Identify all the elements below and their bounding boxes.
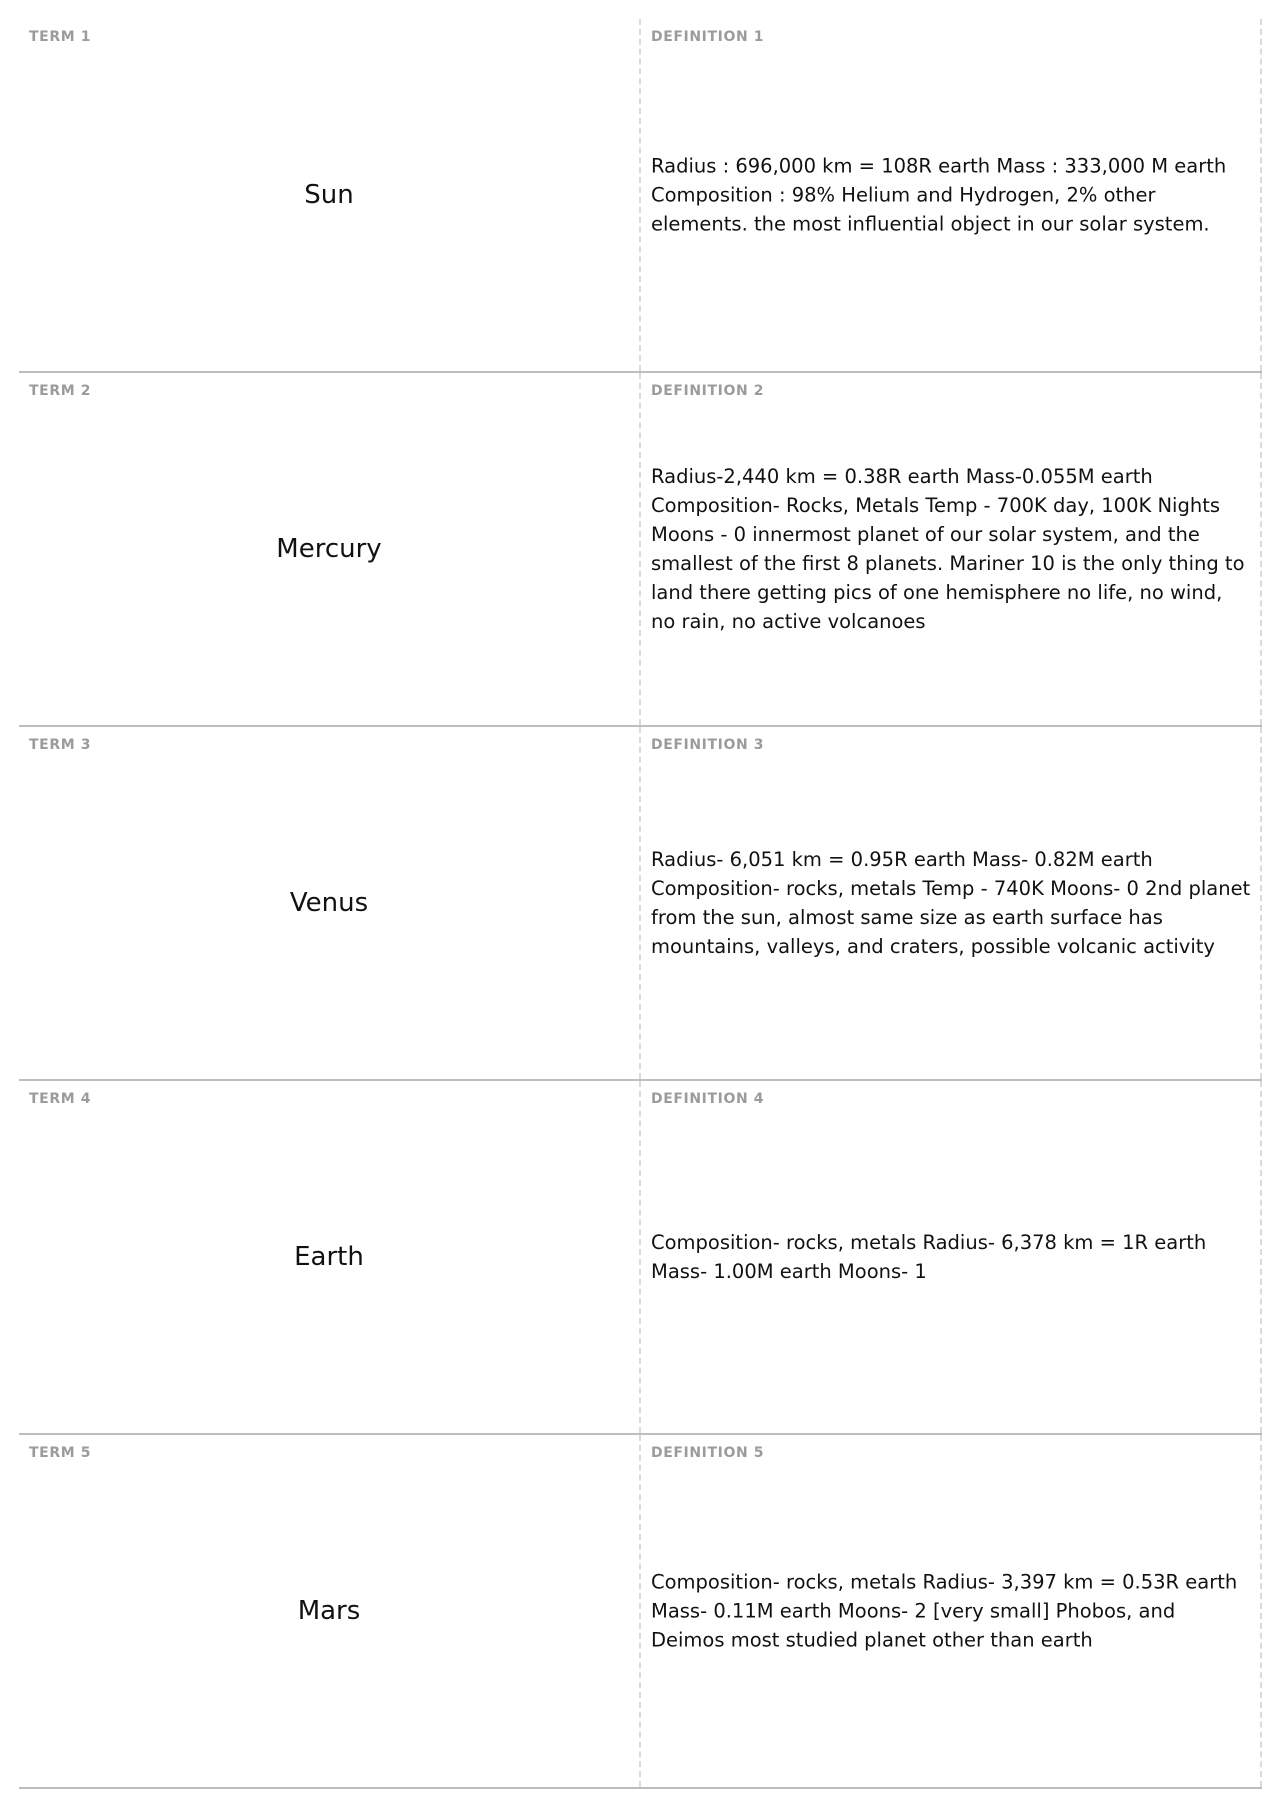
definition-label: DEFINITION 4	[651, 1091, 765, 1107]
term-cell	[19, 373, 641, 725]
flashcard-row	[19, 19, 1262, 373]
term-text: Sun	[304, 180, 354, 210]
cut-line	[1260, 373, 1262, 725]
term-text: Mercury	[276, 534, 382, 564]
term-label: TERM 4	[29, 1091, 92, 1107]
definition-cell	[641, 727, 1262, 1079]
definition-label: DEFINITION 2	[651, 383, 765, 399]
term-text: Earth	[294, 1242, 364, 1272]
definition-label: DEFINITION 1	[651, 29, 765, 45]
term-cell	[19, 1081, 641, 1433]
term-label: TERM 2	[29, 383, 92, 399]
cut-line	[1260, 1435, 1262, 1787]
definition-text: Composition- rocks, metals Radius- 3,397 km = 0.53R earth Mass- 0.11M earth Moons- 2 [very small] Phobos, and Deimos most studied planet other than earth	[651, 1570, 1238, 1652]
cut-line	[1260, 19, 1262, 371]
flashcard-sheet	[19, 19, 1262, 1789]
definition-cell	[641, 19, 1262, 371]
term-cell	[19, 1435, 641, 1787]
term-cell	[19, 727, 641, 1079]
flashcard-row	[19, 727, 1262, 1081]
definition-cell	[641, 1081, 1262, 1433]
cut-line	[1260, 1081, 1262, 1433]
definition-label: DEFINITION 3	[651, 737, 765, 753]
definition-text: Radius-2,440 km = 0.38R earth Mass-0.055M earth Composition- Rocks, Metals Temp - 700K day, 100K Nights Moons - 0 innermost planet of our solar system, and the smallest of the first 8 planets. Mariner 10 is the only thing to land there getting pics of one hemisphere no life, no wind, no rain, no active volcanoes	[651, 465, 1245, 633]
term-cell	[19, 19, 641, 371]
term-label: TERM 3	[29, 737, 92, 753]
definition-text: Radius- 6,051 km = 0.95R earth Mass- 0.82M earth Composition- rocks, metals Temp - 740K Moons- 0 2nd planet from the sun, almost same size as earth surface has mountains, valleys, and craters, possible volcanic activity	[651, 848, 1251, 958]
definition-label: DEFINITION 5	[651, 1445, 765, 1461]
term-label: TERM 5	[29, 1445, 92, 1461]
cut-line	[1260, 727, 1262, 1079]
term-text: Venus	[289, 888, 369, 918]
definition-cell	[641, 373, 1262, 725]
definition-text: Composition- rocks, metals Radius- 6,378 km = 1R earth Mass- 1.00M earth Moons- 1	[651, 1231, 1207, 1283]
flashcard-row	[19, 1081, 1262, 1435]
definition-cell	[641, 1435, 1262, 1787]
flashcard-row	[19, 1435, 1262, 1789]
definition-text: Radius : 696,000 km = 108R earth Mass : 333,000 M earth Composition : 98% Helium and Hydrogen, 2% other elements. the most influential object in our solar system.	[651, 154, 1227, 236]
term-label: TERM 1	[29, 29, 92, 45]
term-text: Mars	[297, 1596, 361, 1626]
flashcard-row	[19, 373, 1262, 727]
